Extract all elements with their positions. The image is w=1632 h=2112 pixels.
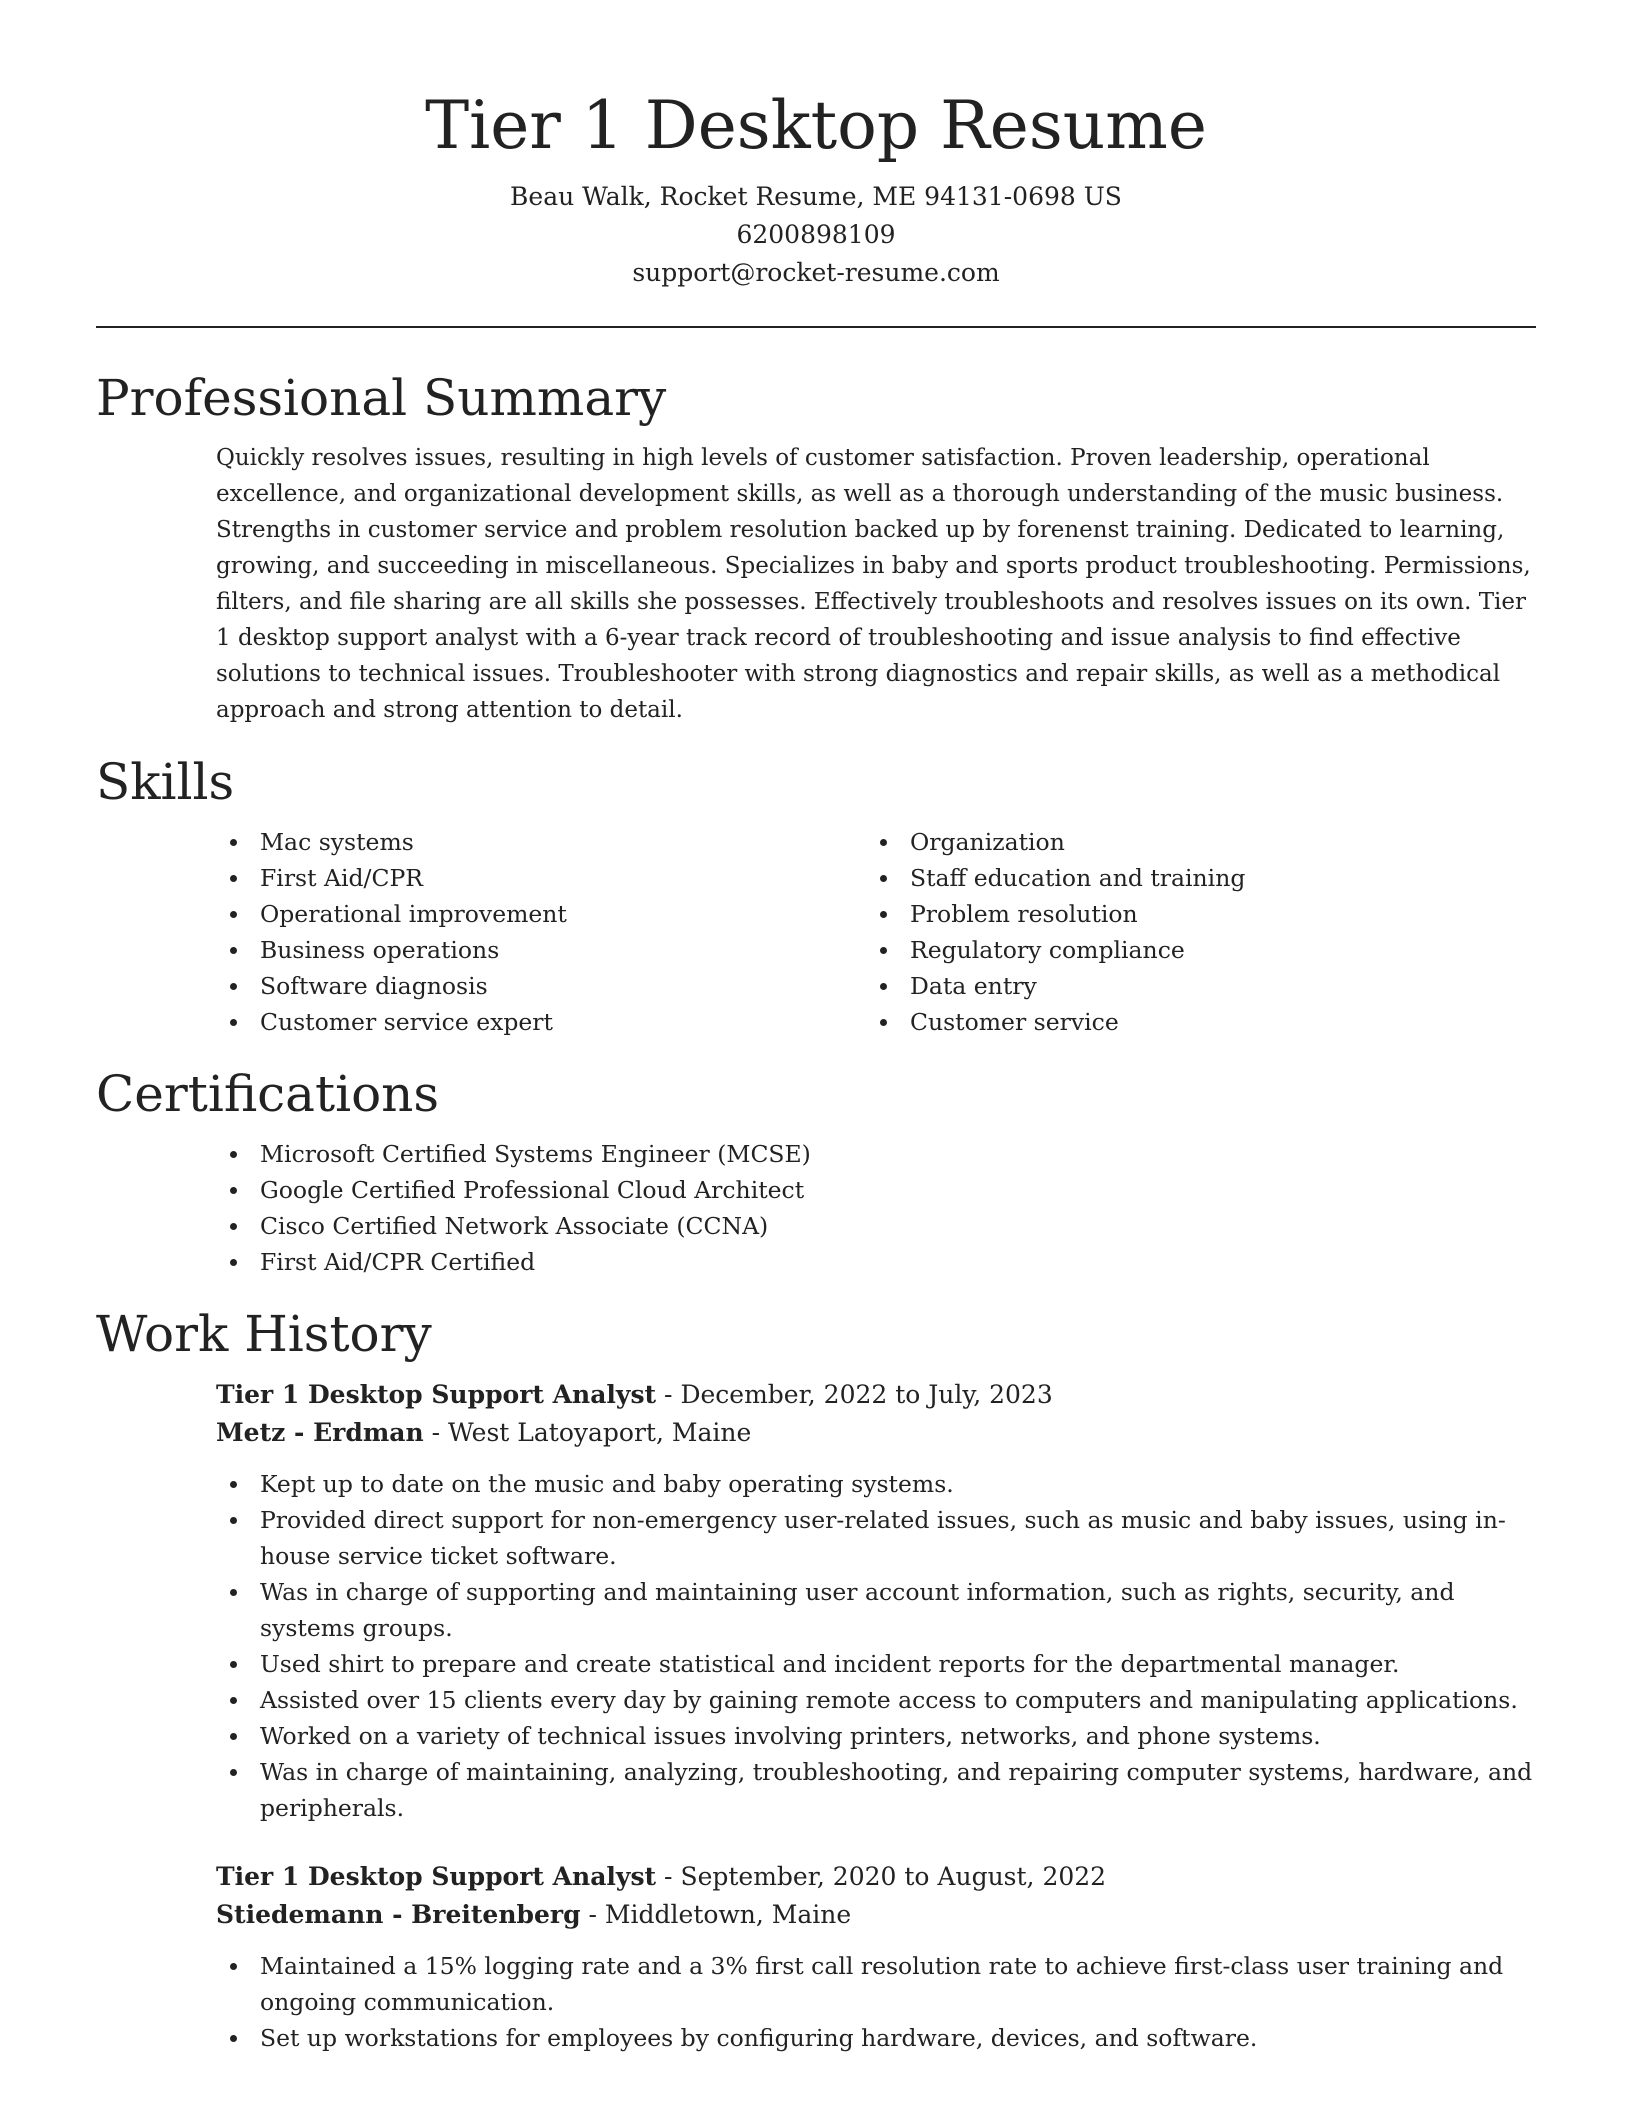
job-company: Metz - Erdman [216, 1418, 424, 1447]
skills-section [96, 752, 1536, 1040]
skill-item: Data entry [866, 968, 1516, 1004]
job-entry [216, 1376, 1536, 1826]
resume-header [96, 0, 1536, 292]
job-bullet: Used shirt to prepare and create statistical and incident reports for the departmental manager. [216, 1646, 1536, 1682]
skill-item: Software diagnosis [216, 968, 866, 1004]
skills-list-right [866, 824, 1516, 1040]
certification-item: Microsoft Certified Systems Engineer (MCSE) [216, 1136, 1536, 1172]
job-dates: September, 2020 to August, 2022 [680, 1862, 1107, 1891]
job-title-line [216, 1858, 1536, 1896]
skill-item: Staff education and training [866, 860, 1516, 896]
skill-item: Business operations [216, 932, 866, 968]
job-bullet: Assisted over 15 clients every day by gaining remote access to computers and manipulating applications. [216, 1682, 1536, 1718]
contact-address: Beau Walk, Rocket Resume, ME 94131-0698 US [510, 182, 1122, 211]
job-company: Stiedemann - Breitenberg [216, 1900, 581, 1929]
job-separator: - [664, 1862, 681, 1891]
skill-item: Customer service expert [216, 1004, 866, 1040]
header-divider [96, 326, 1536, 328]
work-history-heading: Work History [96, 1305, 432, 1363]
job-bullet: Set up workstations for employees by configuring hardware, devices, and software. [216, 2020, 1536, 2056]
skills-list-left [216, 824, 866, 1040]
job-bullet: Kept up to date on the music and baby operating systems. [216, 1466, 1536, 1502]
summary-text: Quickly resolves issues, resulting in high levels of customer satisfaction. Proven leadership, operational excellence, and organizational development skills, as well as a thorough understanding of the music business. Strengths in customer service and problem resolution backed up by forenenst training. Dedicated to learning, growing, and succeeding in miscellaneous. Specializes in baby and sports product troubleshooting. Permissions, filters, and file sharing are all skills she possesses. Effectively troubleshoots and resolves issues on its own. Tier 1 desktop support analyst with a 6-year track record of troubleshooting and issue analysis to find effective solutions to technical issues. Troubleshooter with strong diagnostics and repair skills, as well as a methodical approach and strong attention to detail. [216, 445, 1531, 723]
job-dates: December, 2022 to July, 2023 [680, 1380, 1053, 1409]
skill-item: Customer service [866, 1004, 1516, 1040]
skill-item: First Aid/CPR [216, 860, 866, 896]
work-history-section [96, 1304, 1536, 2056]
skill-item: Mac systems [216, 824, 866, 860]
job-bullets [216, 1948, 1536, 2056]
skill-item: Organization [866, 824, 1516, 860]
skill-item: Regulatory compliance [866, 932, 1516, 968]
job-bullet: Was in charge of supporting and maintaining user account information, such as rights, security, and systems groups. [216, 1574, 1536, 1646]
skills-grid [216, 824, 1536, 1040]
job-separator: - [664, 1380, 681, 1409]
summary-section [96, 368, 1536, 728]
certification-item: First Aid/CPR Certified [216, 1244, 1536, 1280]
contact-info [96, 178, 1536, 292]
job-bullets [216, 1466, 1536, 1826]
certifications-list [216, 1136, 1536, 1280]
resume-title: Tier 1 Desktop Resume [425, 87, 1207, 164]
contact-email: support@rocket-resume.com [632, 258, 1000, 287]
job-location: West Latoyaport, Maine [448, 1418, 752, 1447]
certification-item: Cisco Certified Network Associate (CCNA) [216, 1208, 1536, 1244]
job-role: Tier 1 Desktop Support Analyst [216, 1862, 657, 1891]
certifications-section [96, 1064, 1536, 1280]
skills-heading: Skills [96, 753, 235, 811]
certification-item: Google Certified Professional Cloud Architect [216, 1172, 1536, 1208]
job-company-line [216, 1414, 1536, 1452]
certifications-heading: Certifications [96, 1065, 440, 1123]
skill-item: Problem resolution [866, 896, 1516, 932]
contact-phone: 6200898109 [736, 220, 896, 249]
summary-heading: Professional Summary [96, 369, 667, 427]
job-bullet: Maintained a 15% logging rate and a 3% first call resolution rate to achieve first-class user training and ongoing communication. [216, 1948, 1536, 2020]
job-entry [216, 1858, 1536, 2056]
job-role: Tier 1 Desktop Support Analyst [216, 1380, 657, 1409]
job-title-line [216, 1376, 1536, 1414]
job-company-line [216, 1896, 1536, 1934]
job-separator: - [431, 1418, 449, 1447]
job-location: Middletown, Maine [604, 1900, 852, 1929]
resume-page [96, 0, 1536, 2056]
job-bullet: Was in charge of maintaining, analyzing, troubleshooting, and repairing computer systems, hardware, and peripherals. [216, 1754, 1536, 1826]
job-bullet: Provided direct support for non-emergency user-related issues, such as music and baby issues, using in-house service ticket software. [216, 1502, 1536, 1574]
skill-item: Operational improvement [216, 896, 866, 932]
job-separator: - [588, 1900, 605, 1929]
job-bullet: Worked on a variety of technical issues involving printers, networks, and phone systems. [216, 1718, 1536, 1754]
